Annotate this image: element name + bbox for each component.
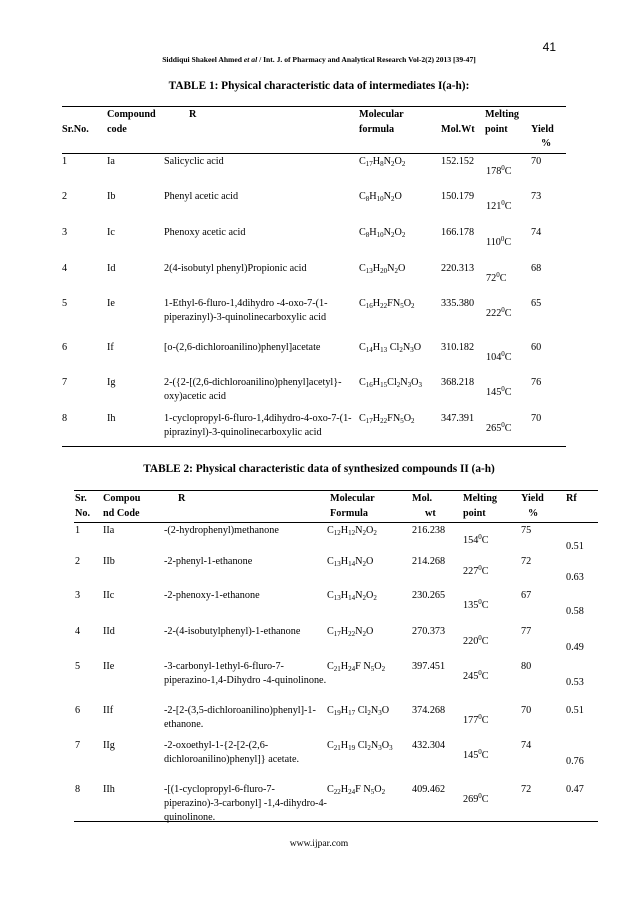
- t2-h-code: nd Code: [103, 508, 140, 519]
- t1-h-srno: Sr.No.: [62, 124, 89, 135]
- t1-formula: $C_{17}H_8N_2O_2$: [359, 156, 406, 168]
- t1-code: Ie: [107, 298, 115, 309]
- t2-formula: $C_{12}H_{12}N_2O_2$: [327, 525, 377, 537]
- t2-formula: $C_{13}H_{14}N_2O_2$: [327, 590, 377, 602]
- t2-h-sr: Sr.: [75, 493, 87, 504]
- t2-rf: 0.53: [566, 677, 584, 688]
- t2-code: IIf: [103, 705, 114, 716]
- t2-r: -2-oxoethyl-1-{2-[2-(2,6-dichloroanilino)phenyl]} acetate.: [164, 740, 300, 765]
- t2-r: -2-phenoxy-1-ethanone: [164, 590, 260, 601]
- t1-code: Ia: [107, 156, 115, 167]
- t2-melting: $245^0C$: [463, 669, 489, 682]
- header-author: Siddiqui Shakeel Ahmed: [162, 55, 242, 64]
- t2-rf: 0.76: [566, 756, 584, 767]
- t1-h-molecular: Molecular: [359, 109, 404, 120]
- t2-yield: 77: [521, 626, 532, 637]
- t1-formula: $C_{16}H_{22}FN_5O_2$: [359, 298, 415, 310]
- t1-h-pct: %: [541, 138, 552, 149]
- t2-formula: $C_{13}H_{14}N_2O$: [327, 556, 374, 568]
- header-journal: / Int. J. of Pharmacy and Analytical Research Vol-2(2) 2013 [39-47]: [259, 55, 476, 64]
- t2-h-molecular: Molecular: [330, 493, 375, 504]
- t1-code: Ib: [107, 191, 116, 202]
- t2-r: -3-carbonyl-1ethyl-6-fluro-7-piperazino-1,4-Dihydro -4-quinolinone.: [164, 661, 327, 686]
- header-et-al: et al: [243, 55, 258, 64]
- t1-r: Phenoxy acetic acid: [164, 227, 246, 238]
- t1-melting: $222^0C$: [486, 306, 512, 319]
- t2-sr: 8: [75, 784, 81, 795]
- t2-rf: 0.63: [566, 572, 584, 583]
- t2-sr: 2: [75, 556, 81, 567]
- t2-melting: $177^0C$: [463, 713, 489, 726]
- table2-header-rule: [74, 522, 598, 523]
- t2-code: IIg: [103, 740, 115, 751]
- t1-sr: 7: [62, 377, 68, 388]
- t1-molwt: 368.218: [441, 377, 475, 388]
- t1-h-compound: Compound: [107, 109, 156, 120]
- t2-formula: $C_{17}H_{22}N_2O$: [327, 626, 374, 638]
- t2-melting: $135^0C$: [463, 598, 489, 611]
- t2-melting: $227^0C$: [463, 564, 489, 577]
- t1-melting: $145^0C$: [486, 385, 512, 398]
- t1-yield: 70: [531, 413, 542, 424]
- t2-code: IIc: [103, 590, 115, 601]
- t1-sr: 6: [62, 342, 68, 353]
- t2-h-formula: Formula: [330, 508, 368, 519]
- table2-caption: TABLE 2: Physical characteristic data of synthesized compounds II (a-h): [143, 463, 495, 475]
- footer-url: www.ijpar.com: [289, 838, 349, 849]
- table2-bottom-rule: [74, 821, 598, 822]
- t1-h-point: point: [485, 124, 508, 135]
- t2-code: IId: [103, 626, 115, 637]
- t2-h-melting: Melting: [463, 493, 497, 504]
- t1-melting: $104^0C$: [486, 350, 512, 363]
- t2-r: -2-(4-isobutylphenyl)-1-ethanone: [164, 626, 301, 637]
- t2-sr: 4: [75, 626, 81, 637]
- t1-r: [o-(2,6-dichloroanilino)phenyl]acetate: [164, 342, 321, 353]
- t1-formula: $C_{13}H_{20}N_2O$: [359, 263, 406, 275]
- t2-yield: 74: [521, 740, 532, 751]
- t2-formula: $C_{22}H_{24}F$ $N_5O_2$: [327, 784, 386, 796]
- t1-formula: $C_{14}H_{13}$ $Cl_2N_3O$: [359, 342, 422, 354]
- t2-yield: 80: [521, 661, 532, 672]
- t1-formula: $C_{16}H_{15}Cl_2N_3O_3$: [359, 377, 423, 389]
- t1-yield: 73: [531, 191, 542, 202]
- t2-molwt: 216.238: [412, 525, 446, 536]
- t1-sr: 8: [62, 413, 68, 424]
- t2-rf: 0.58: [566, 606, 584, 617]
- t2-sr: 3: [75, 590, 81, 601]
- t1-molwt: 310.182: [441, 342, 475, 353]
- t2-yield: 72: [521, 556, 532, 567]
- t2-r: -(2-hydrophenyl)methanone: [164, 525, 279, 536]
- t1-molwt: 166.178: [441, 227, 475, 238]
- t1-formula: $C_8H_{10}N_2O$: [359, 191, 402, 203]
- t1-melting: $265^0C$: [486, 421, 512, 434]
- t2-h-pct: %: [528, 508, 539, 519]
- t2-molwt: 374.268: [412, 705, 446, 716]
- t2-rf: 0.47: [566, 784, 584, 795]
- t2-r: -2-phenyl-1-ethanone: [164, 556, 253, 567]
- t2-yield: 75: [521, 525, 532, 536]
- t2-h-wt: wt: [425, 508, 436, 519]
- t1-sr: 2: [62, 191, 68, 202]
- t1-h-yield: Yield: [531, 124, 554, 135]
- t1-h-formula: formula: [359, 124, 395, 135]
- t1-melting: $121^0C$: [486, 199, 512, 212]
- t2-melting: $154^0C$: [463, 533, 489, 546]
- t1-h-code: code: [107, 124, 127, 135]
- t1-h-molwt: Mol.Wt: [441, 124, 475, 135]
- t1-sr: 3: [62, 227, 68, 238]
- t2-sr: 6: [75, 705, 81, 716]
- t1-r: 1-cyclopropyl-6-fluro-1,4dihydro-4-oxo-7-(1-piprazinyl)-3-quinolinecarboxylic acid: [164, 413, 352, 438]
- t2-h-r: R: [178, 493, 186, 504]
- t2-sr: 1: [75, 525, 81, 536]
- t1-molwt: 220.313: [441, 263, 475, 274]
- t1-yield: 76: [531, 377, 542, 388]
- t1-molwt: 152.152: [441, 156, 475, 167]
- t1-r: 2-({2-[(2,6-dichloroanilino)phenyl]acetyl}-oxy)acetic acid: [164, 377, 342, 402]
- t2-formula: $C_{21}H_{24}F$ $N_5O_2$: [327, 661, 386, 673]
- running-header: [0, 55, 638, 64]
- t1-yield: 60: [531, 342, 542, 353]
- t2-h-mol: Mol.: [412, 493, 433, 504]
- t2-h-point: point: [463, 508, 486, 519]
- t1-r: 2(4-isobutyl phenyl)Propionic acid: [164, 263, 307, 274]
- t1-molwt: 335.380: [441, 298, 475, 309]
- table1-header-rule: [62, 153, 566, 154]
- t2-h-no: No.: [75, 508, 90, 519]
- t2-melting: $269^0C$: [463, 792, 489, 805]
- t2-code: IIe: [103, 661, 115, 672]
- t2-code: IIb: [103, 556, 115, 567]
- t2-code: IIh: [103, 784, 115, 795]
- t1-melting: $110^0C$: [486, 235, 512, 248]
- t2-melting: $220^0C$: [463, 634, 489, 647]
- t2-rf: 0.49: [566, 642, 584, 653]
- page-number: 41: [542, 40, 556, 54]
- t2-rf: 0.51: [566, 705, 584, 716]
- t2-molwt: 397.451: [412, 661, 446, 672]
- t2-molwt: 270.373: [412, 626, 446, 637]
- t2-molwt: 432.304: [412, 740, 446, 751]
- t1-yield: 68: [531, 263, 542, 274]
- t1-sr: 4: [62, 263, 68, 274]
- t2-yield: 72: [521, 784, 532, 795]
- t2-code: IIa: [103, 525, 115, 536]
- table2-top-rule: [74, 490, 598, 491]
- t2-r: -2-[2-(3,5-dichloroanilino)phenyl]-1-ethanone.: [164, 705, 316, 730]
- t2-h-rf: Rf: [566, 493, 577, 504]
- t1-melting: $178^0C$: [486, 164, 512, 177]
- t1-code: If: [107, 342, 114, 353]
- t1-formula: $C_8H_{10}N_2O_2$: [359, 227, 406, 239]
- t1-formula: $C_{17}H_{22}FN_5O_2$: [359, 413, 415, 425]
- t1-r: Salicyclic acid: [164, 156, 224, 167]
- t1-molwt: 150.179: [441, 191, 475, 202]
- table1-bottom-rule: [62, 446, 566, 447]
- t1-sr: 5: [62, 298, 68, 309]
- t1-r: Phenyl acetic acid: [164, 191, 239, 202]
- t2-melting: $145^0C$: [463, 748, 489, 761]
- t1-molwt: 347.391: [441, 413, 475, 424]
- t2-yield: 70: [521, 705, 532, 716]
- t1-h-melting: Melting: [485, 109, 519, 120]
- t2-molwt: 214.268: [412, 556, 446, 567]
- t1-r: 1-Ethyl-6-fluro-1,4dihydro -4-oxo-7-(1-piperazinyl)-3-quinolinecarboxylic acid: [164, 298, 328, 323]
- t2-r: -[(1-cyclopropyl-6-fluro-7-piperazino)-3-carbonyl] -1,4-dihydro-4-quinolinone.: [164, 784, 327, 823]
- t1-sr: 1: [62, 156, 68, 167]
- t2-h-yield: Yield: [521, 493, 544, 504]
- t2-formula: $C_{19}H_{17}$ $Cl_2N_3O$: [327, 705, 390, 717]
- t2-molwt: 230.265: [412, 590, 446, 601]
- t1-yield: 74: [531, 227, 542, 238]
- t2-rf: 0.51: [566, 541, 584, 552]
- t2-sr: 7: [75, 740, 81, 751]
- t1-yield: 70: [531, 156, 542, 167]
- t1-code: Ig: [107, 377, 116, 388]
- t1-code: Ih: [107, 413, 116, 424]
- table1-top-rule: [62, 106, 566, 107]
- t1-melting: $72^0C$: [486, 271, 507, 284]
- t1-h-r: R: [189, 109, 197, 120]
- t1-code: Id: [107, 263, 116, 274]
- t1-yield: 65: [531, 298, 542, 309]
- table1-caption: TABLE 1: Physical characteristic data of intermediates I(a-h):: [168, 80, 470, 92]
- t1-code: Ic: [107, 227, 115, 238]
- t2-sr: 5: [75, 661, 81, 672]
- t2-yield: 67: [521, 590, 532, 601]
- t2-formula: $C_{21}H_{19}$ $Cl_2N_3O_3$: [327, 740, 393, 752]
- t2-molwt: 409.462: [412, 784, 446, 795]
- t2-h-compound: Compou: [103, 493, 141, 504]
